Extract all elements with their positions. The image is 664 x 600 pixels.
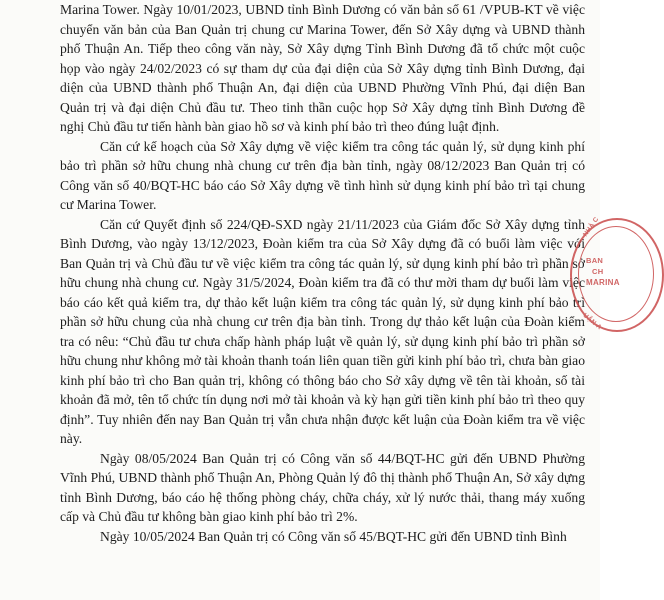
- stamp-text: BAN: [586, 256, 604, 265]
- stamp-arc-text: UẬN A: [581, 312, 603, 332]
- stamp-inner-ring: [578, 226, 654, 322]
- paragraph: Marina Tower. Ngày 10/01/2023, UBND tỉnh Bình Dương có văn bản số 61 /VPUB-KT về việc chuyển văn bản của Ban Quản trị chung cư Marina Tower, đến Sở Xây dựng và UBND thành phố Thuận An. Tiếp theo công văn này, Sở Xây dựng Tỉnh Bình Dương đã tổ chức một cuộc họp vào ngày 24/02/2023 có sự tham dự của đại diện của Sở Xây dựng tỉnh Bình Dương, đại diện của UBND thành phố Thuận An, đại diện của UBND Phường Vĩnh Phú, đại diện Ban Quản trị và đại diện Chủ đầu tư. Theo tinh thần cuộc họp Sở Xây dựng tỉnh Bình Dương đề nghị Chủ đầu tư tiến hành bàn giao hồ sơ và kinh phí bảo trì theo đúng luật định.: [60, 2, 585, 134]
- document-body: [60, 0, 585, 546]
- stamp-arc-text: NHÀ C: [582, 215, 601, 239]
- paragraph: Ngày 10/05/2024 Ban Quản trị có Công văn số 45/BQT-HC gửi đến UBND tỉnh Bình: [100, 528, 567, 544]
- paragraph: Căn cứ Quyết định số 224/QĐ-SXD ngày 21/11/2023 của Giám đốc Sở Xây dựng tỉnh Bình Dương, vào ngày 13/12/2023, Đoàn kiểm tra của Sở Xây dựng đã có buổi làm việc với Ban Quản trị và Chủ đầu tư về việc kiểm tra công tác quản lý, sử dụng kinh phí bảo trì phần sở hữu chung nhà chung cư. Ngày 31/5/2024, Đoàn kiểm tra đã có thư mời tham dự buổi làm việc báo cáo kết quả kiểm tra, dự thảo kết luận kiểm tra công tác quản lý, sử dụng kinh phí bảo trì phần sở hữu chung của nhà chung cư trên địa bàn tỉnh. Trong dự thảo kết luận của Đoàn kiểm tra có nêu: “Chủ đầu tư chưa chấp hành pháp luật về quản lý, sử dụng kinh phí bảo trì phần sở hữu chung như không mở tài khoản thanh toán liên quan tiền gửi kinh phí bảo trì, chưa bàn giao kinh phí bảo trì cho Ban quản trị, không có thông báo cho Sở xây dựng về tên tài khoản, số tài khoản đã mở, tên tổ chức tín dụng nơi mở tài khoản và kỳ hạn gửi tiền kinh phí bảo trì theo quy định”. Tuy nhiên đến nay Ban Quản trị vẫn chưa nhận được kết luận của Đoàn kiểm tra về việc này.: [60, 216, 585, 446]
- red-seal-stamp: [570, 215, 664, 332]
- stamp-text: CH: [592, 267, 604, 276]
- stamp-text: MARINA: [586, 278, 620, 287]
- paragraph: Căn cứ kế hoạch của Sở Xây dựng về việc kiểm tra công tác quản lý, sử dụng kinh phí bảo trì phần sở hữu chung nhà chung cư trên địa bàn tỉnh, ngày 08/12/2023 Ban Quản trị có Công văn số 40/BQT-HC báo cáo Sở Xây dựng về tình hình sử dụng kinh phí bảo trì tại chung cư Marina Tower.: [60, 138, 585, 212]
- paragraph: Ngày 08/05/2024 Ban Quản trị có Công văn số 44/BQT-HC gửi đến UBND Phường Vĩnh Phú, UBND thành phố Thuận An, Phòng Quản lý đô thị thành phố Thuận An, Sở xây dựng tỉnh Bình Dương, báo cáo hệ thống phòng cháy, chữa cháy, xử lý nước thải, thang máy xuống cấp và Chủ đầu tư không bàn giao kinh phí bảo trì 2%.: [60, 450, 585, 524]
